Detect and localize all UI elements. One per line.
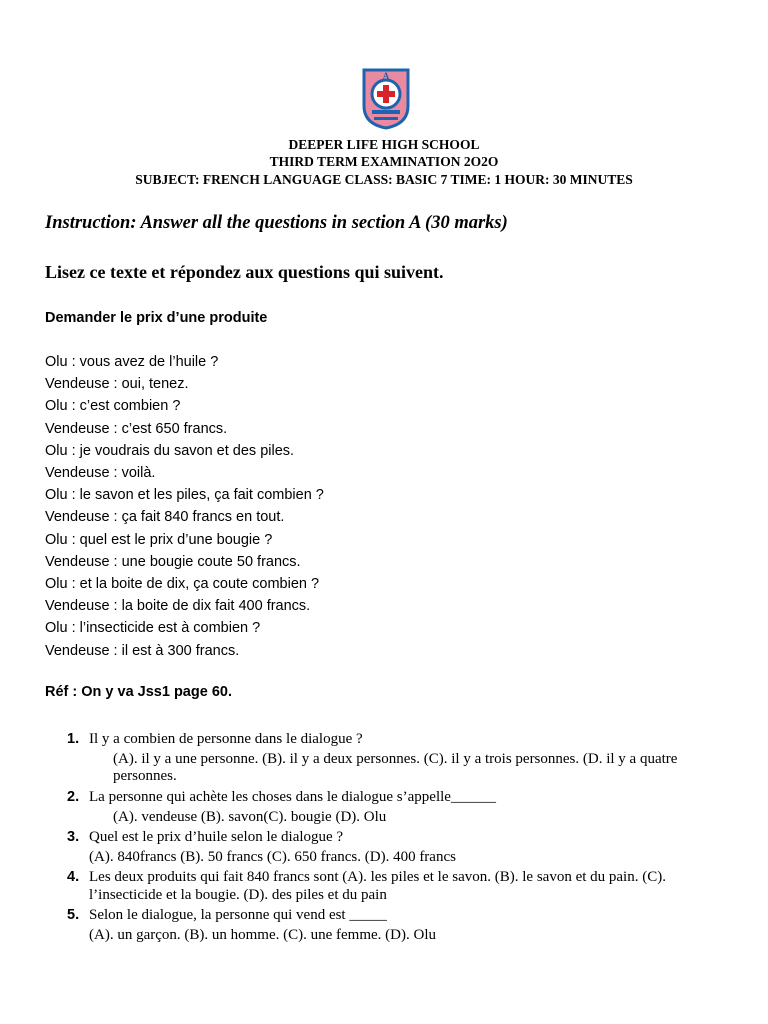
- question-number: 4.: [67, 869, 80, 886]
- question-text: Quel est le prix d’huile selon le dialogue ?: [89, 829, 344, 846]
- subject-line: SUBJECT: FRENCH LANGUAGE CLASS: BASIC 7 TIME: 1 HOUR: 30 MINUTES: [135, 172, 633, 187]
- question-text: Il y a combien de personne dans le dialogue ?: [89, 731, 363, 747]
- instruction: Instruction: Answer all the questions in section A (30 marks): [45, 213, 508, 233]
- question-2: [67, 789, 727, 826]
- question-text: La personne qui achète les choses dans le dialogue s’appelle______: [89, 788, 496, 805]
- dialogue-line: Vendeuse : oui, tenez.: [45, 376, 189, 393]
- question-4: [67, 869, 727, 903]
- dialogue-line: Olu : vous avez de l’huile ?: [45, 354, 219, 370]
- dialogue-line: Vendeuse : voilà.: [45, 465, 156, 482]
- question-number: 3.: [67, 829, 80, 846]
- logo-letter: A: [382, 71, 390, 81]
- question-number: 5.: [67, 906, 80, 923]
- question-number: 2.: [67, 788, 80, 805]
- dialogue-line: Vendeuse : ça fait 840 francs en tout.: [45, 509, 285, 526]
- dialogue-line: Olu : c’est combien ?: [45, 398, 181, 415]
- dialogue-line: Vendeuse : une bougie coute 50 francs.: [45, 553, 301, 570]
- question-options: (A). il y a une personne. (B). il y a deux personnes. (C). il y a trois personnes. (D. il y a quatre personnes.: [113, 751, 678, 785]
- dialogue-line: Olu : le savon et les piles, ça fait combien ?: [45, 487, 324, 504]
- exam-term: THIRD TERM EXAMINATION 2O2O: [269, 154, 499, 169]
- dialogue-line: Olu : quel est le prix d’une bougie ?: [45, 531, 273, 548]
- school-name: DEEPER LIFE HIGH SCHOOL: [288, 137, 480, 152]
- dialogue-line: Olu : je voudrais du savon et des piles.: [45, 442, 295, 459]
- question-number: 1.: [67, 731, 80, 747]
- question-5: [67, 907, 727, 944]
- reading-instruction: Lisez ce texte et répondez aux questions qui suivent.: [45, 262, 444, 282]
- question-3: [67, 829, 727, 866]
- dialogue-line: Olu : et la boite de dix, ça coute combien ?: [45, 576, 320, 593]
- question-options: (A). vendeuse (B). savon(C). bougie (D). Olu: [113, 808, 387, 825]
- dialogue-line: Vendeuse : c’est 650 francs.: [45, 420, 228, 437]
- dialogue-line: Vendeuse : il est à 300 francs.: [45, 642, 240, 659]
- dialogue-title: Demander le prix d’une produite: [45, 310, 268, 326]
- question-list: [67, 731, 727, 947]
- dialogue-line: Olu : l’insecticide est à combien ?: [45, 620, 261, 637]
- question-text: Selon le dialogue, la personne qui vend est _____: [89, 906, 387, 923]
- question-options: (A). 840francs (B). 50 francs (C). 650 francs. (D). 400 francs: [89, 849, 456, 866]
- question-text: Les deux produits qui fait 840 francs sont (A). les piles et le savon. (B). le savon et du pain. (C). l’insecticide et la bougie. (D). des piles et du pain: [89, 869, 666, 903]
- dialogue-line: Vendeuse : la boite de dix fait 400 francs.: [45, 598, 311, 615]
- school-logo: [360, 66, 412, 130]
- dialogue: [45, 351, 324, 662]
- question-1: [67, 731, 727, 786]
- question-options: (A). un garçon. (B). un homme. (C). une femme. (D). Olu: [89, 927, 436, 944]
- reference: Réf : On y va Jss1 page 60.: [45, 684, 232, 700]
